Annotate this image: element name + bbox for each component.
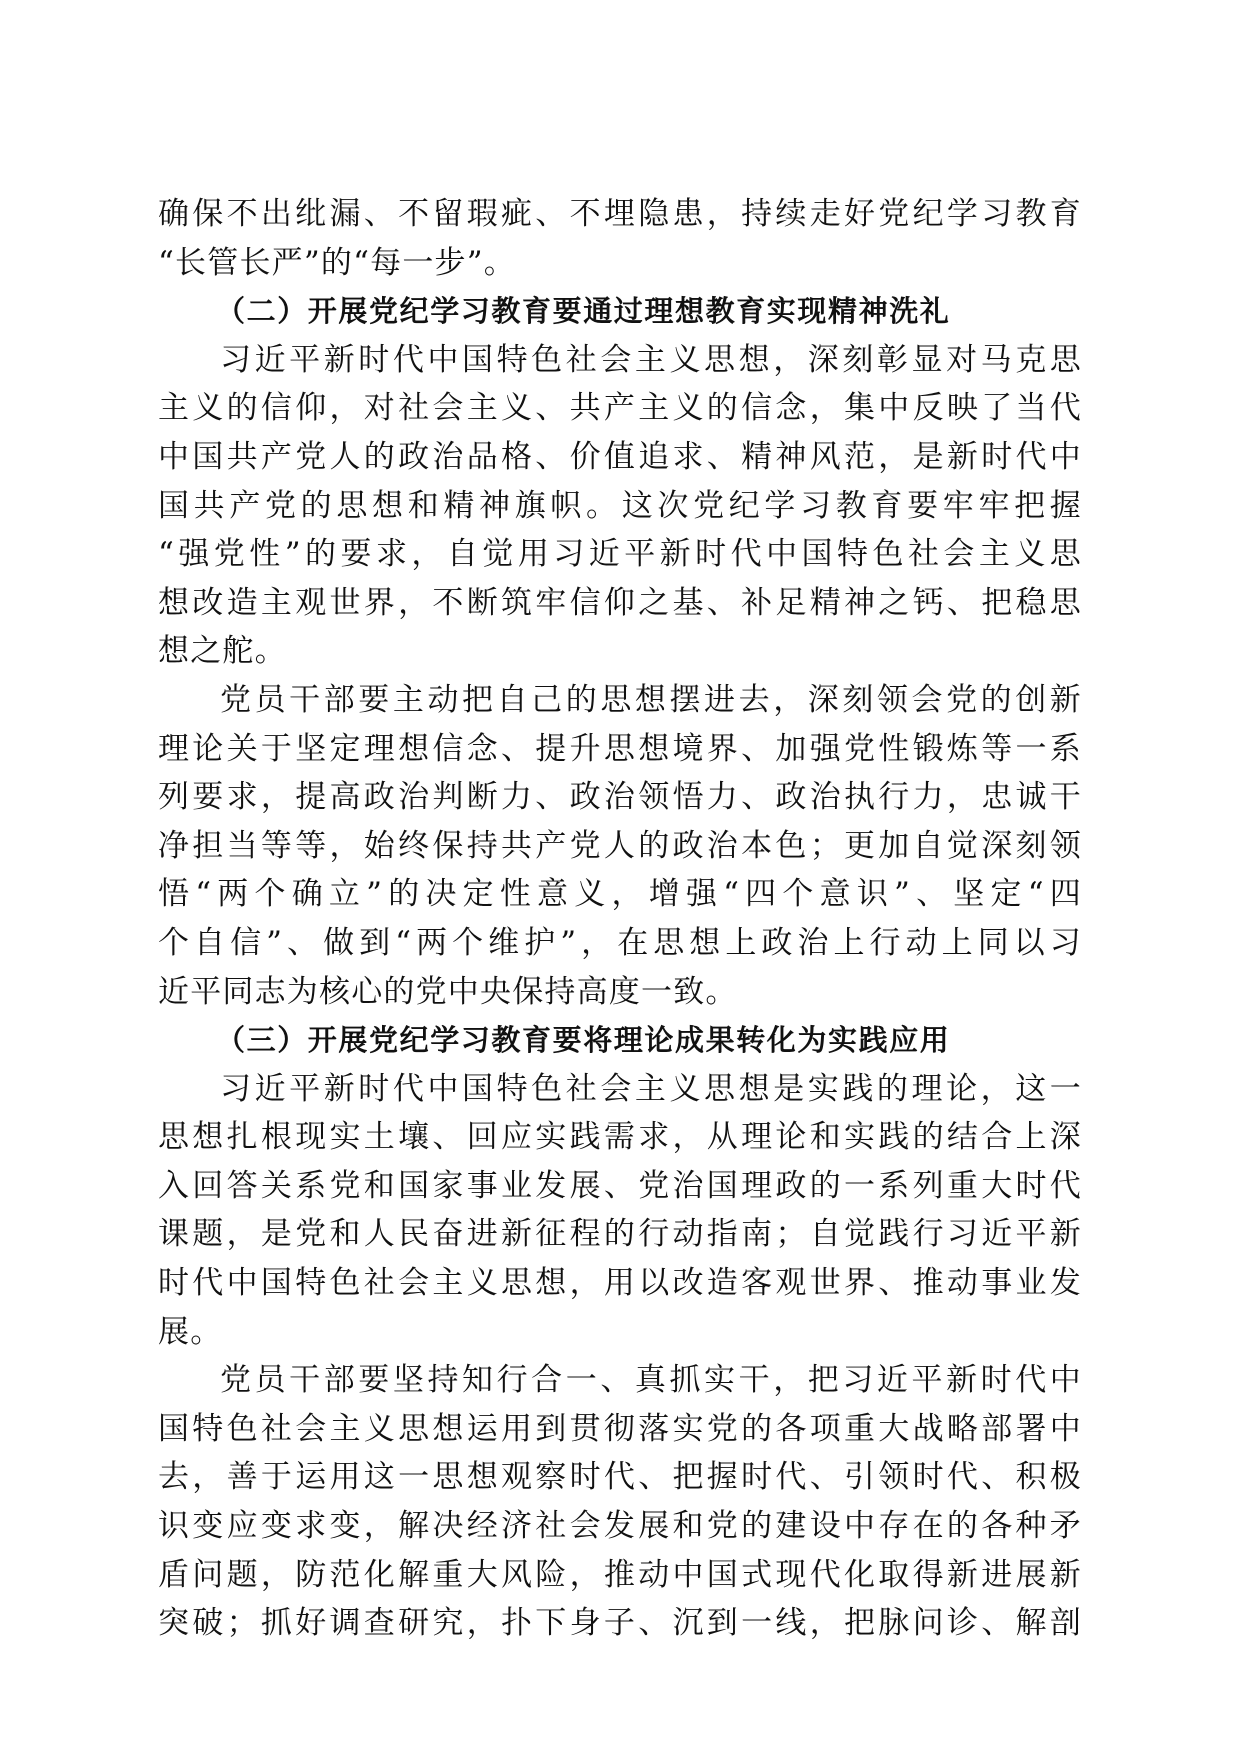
paragraph-practice-theory — [158, 1065, 1082, 1357]
text-line: 净担当等等，始终保持共产党人的政治本色；更加自觉深刻领 — [158, 827, 1082, 864]
paragraph-cadres-thinking — [158, 676, 1082, 1016]
text-line: 党员干部要主动把自己的思想摆进去，深刻领会党的创新 — [220, 681, 1082, 718]
text-line: “强党性”的要求，自觉用习近平新时代中国特色社会主义思 — [158, 536, 1082, 573]
text-line: 国共产党的思想和精神旗帜。这次党纪学习教育要牢牢把握 — [158, 487, 1082, 524]
section-heading-2: （二）开展党纪学习教育要通过理想教育实现精神洗礼 — [216, 294, 951, 329]
text-line: 展。 — [158, 1313, 223, 1350]
paragraph-ideal-education — [158, 336, 1082, 676]
text-line: 近平同志为核心的党中央保持高度一致。 — [158, 973, 738, 1010]
text-line: 党员干部要坚持知行合一、真抓实干，把习近平新时代中 — [220, 1362, 1082, 1399]
text-line: 习近平新时代中国特色社会主义思想，深刻彰显对马克思 — [220, 341, 1082, 378]
text-line: 突破；抓好调查研究，扑下身子、沉到一线，把脉问诊、解剖 — [158, 1605, 1082, 1642]
section-heading-3: （三）开展党纪学习教育要将理论成果转化为实践应用 — [216, 1023, 951, 1058]
text-line: 悟“两个确立”的决定性意义，增强“四个意识”、坚定“四 — [158, 876, 1082, 913]
text-line: 盾问题，防范化解重大风险，推动中国式现代化取得新进展新 — [158, 1556, 1082, 1593]
paragraph-cadres-practice — [158, 1356, 1082, 1648]
document-body — [158, 190, 1082, 1648]
text-line: 国特色社会主义思想运用到贯彻落实党的各项重大战略部署中 — [158, 1410, 1082, 1447]
text-line: 确保不出纰漏、不留瑕疵、不埋隐患，持续走好党纪学习教育 — [158, 196, 1082, 232]
text-line: 思想扎根现实土壤、回应实践需求，从理论和实践的结合上深 — [158, 1119, 1082, 1156]
text-line: 去，善于运用这一思想观察时代、把握时代、引领时代、积极 — [158, 1459, 1082, 1496]
text-line: 主义的信仰，对社会主义、共产主义的信念，集中反映了当代 — [158, 390, 1082, 427]
text-line: 想改造主观世界，不断筑牢信仰之基、补足精神之钙、把稳思 — [158, 584, 1082, 621]
text-line: 识变应变求变，解决经济社会发展和党的建设中存在的各种矛 — [158, 1508, 1082, 1545]
text-line: 中国共产党人的政治品格、价值追求、精神风范，是新时代中 — [158, 438, 1082, 475]
text-line: 时代中国特色社会主义思想，用以改造客观世界、推动事业发 — [158, 1265, 1082, 1302]
text-line: 习近平新时代中国特色社会主义思想是实践的理论，这一 — [220, 1070, 1082, 1107]
text-line: 想之舵。 — [158, 633, 287, 670]
paragraph-continuation — [158, 190, 1082, 287]
text-line: 理论关于坚定理想信念、提升思想境界、加强党性锻炼等一系 — [158, 730, 1082, 767]
text-line: “长管长严”的“每一步”。 — [158, 244, 516, 281]
text-line: 入回答关系党和国家事业发展、党治国理政的一系列重大时代 — [158, 1167, 1082, 1204]
text-line: 列要求，提高政治判断力、政治领悟力、政治执行力，忠诚干 — [158, 779, 1082, 816]
text-line: 课题，是党和人民奋进新征程的行动指南；自觉践行习近平新 — [158, 1216, 1082, 1253]
text-line: 个自信”、做到“两个维护”，在思想上政治上行动上同以习 — [158, 924, 1082, 961]
